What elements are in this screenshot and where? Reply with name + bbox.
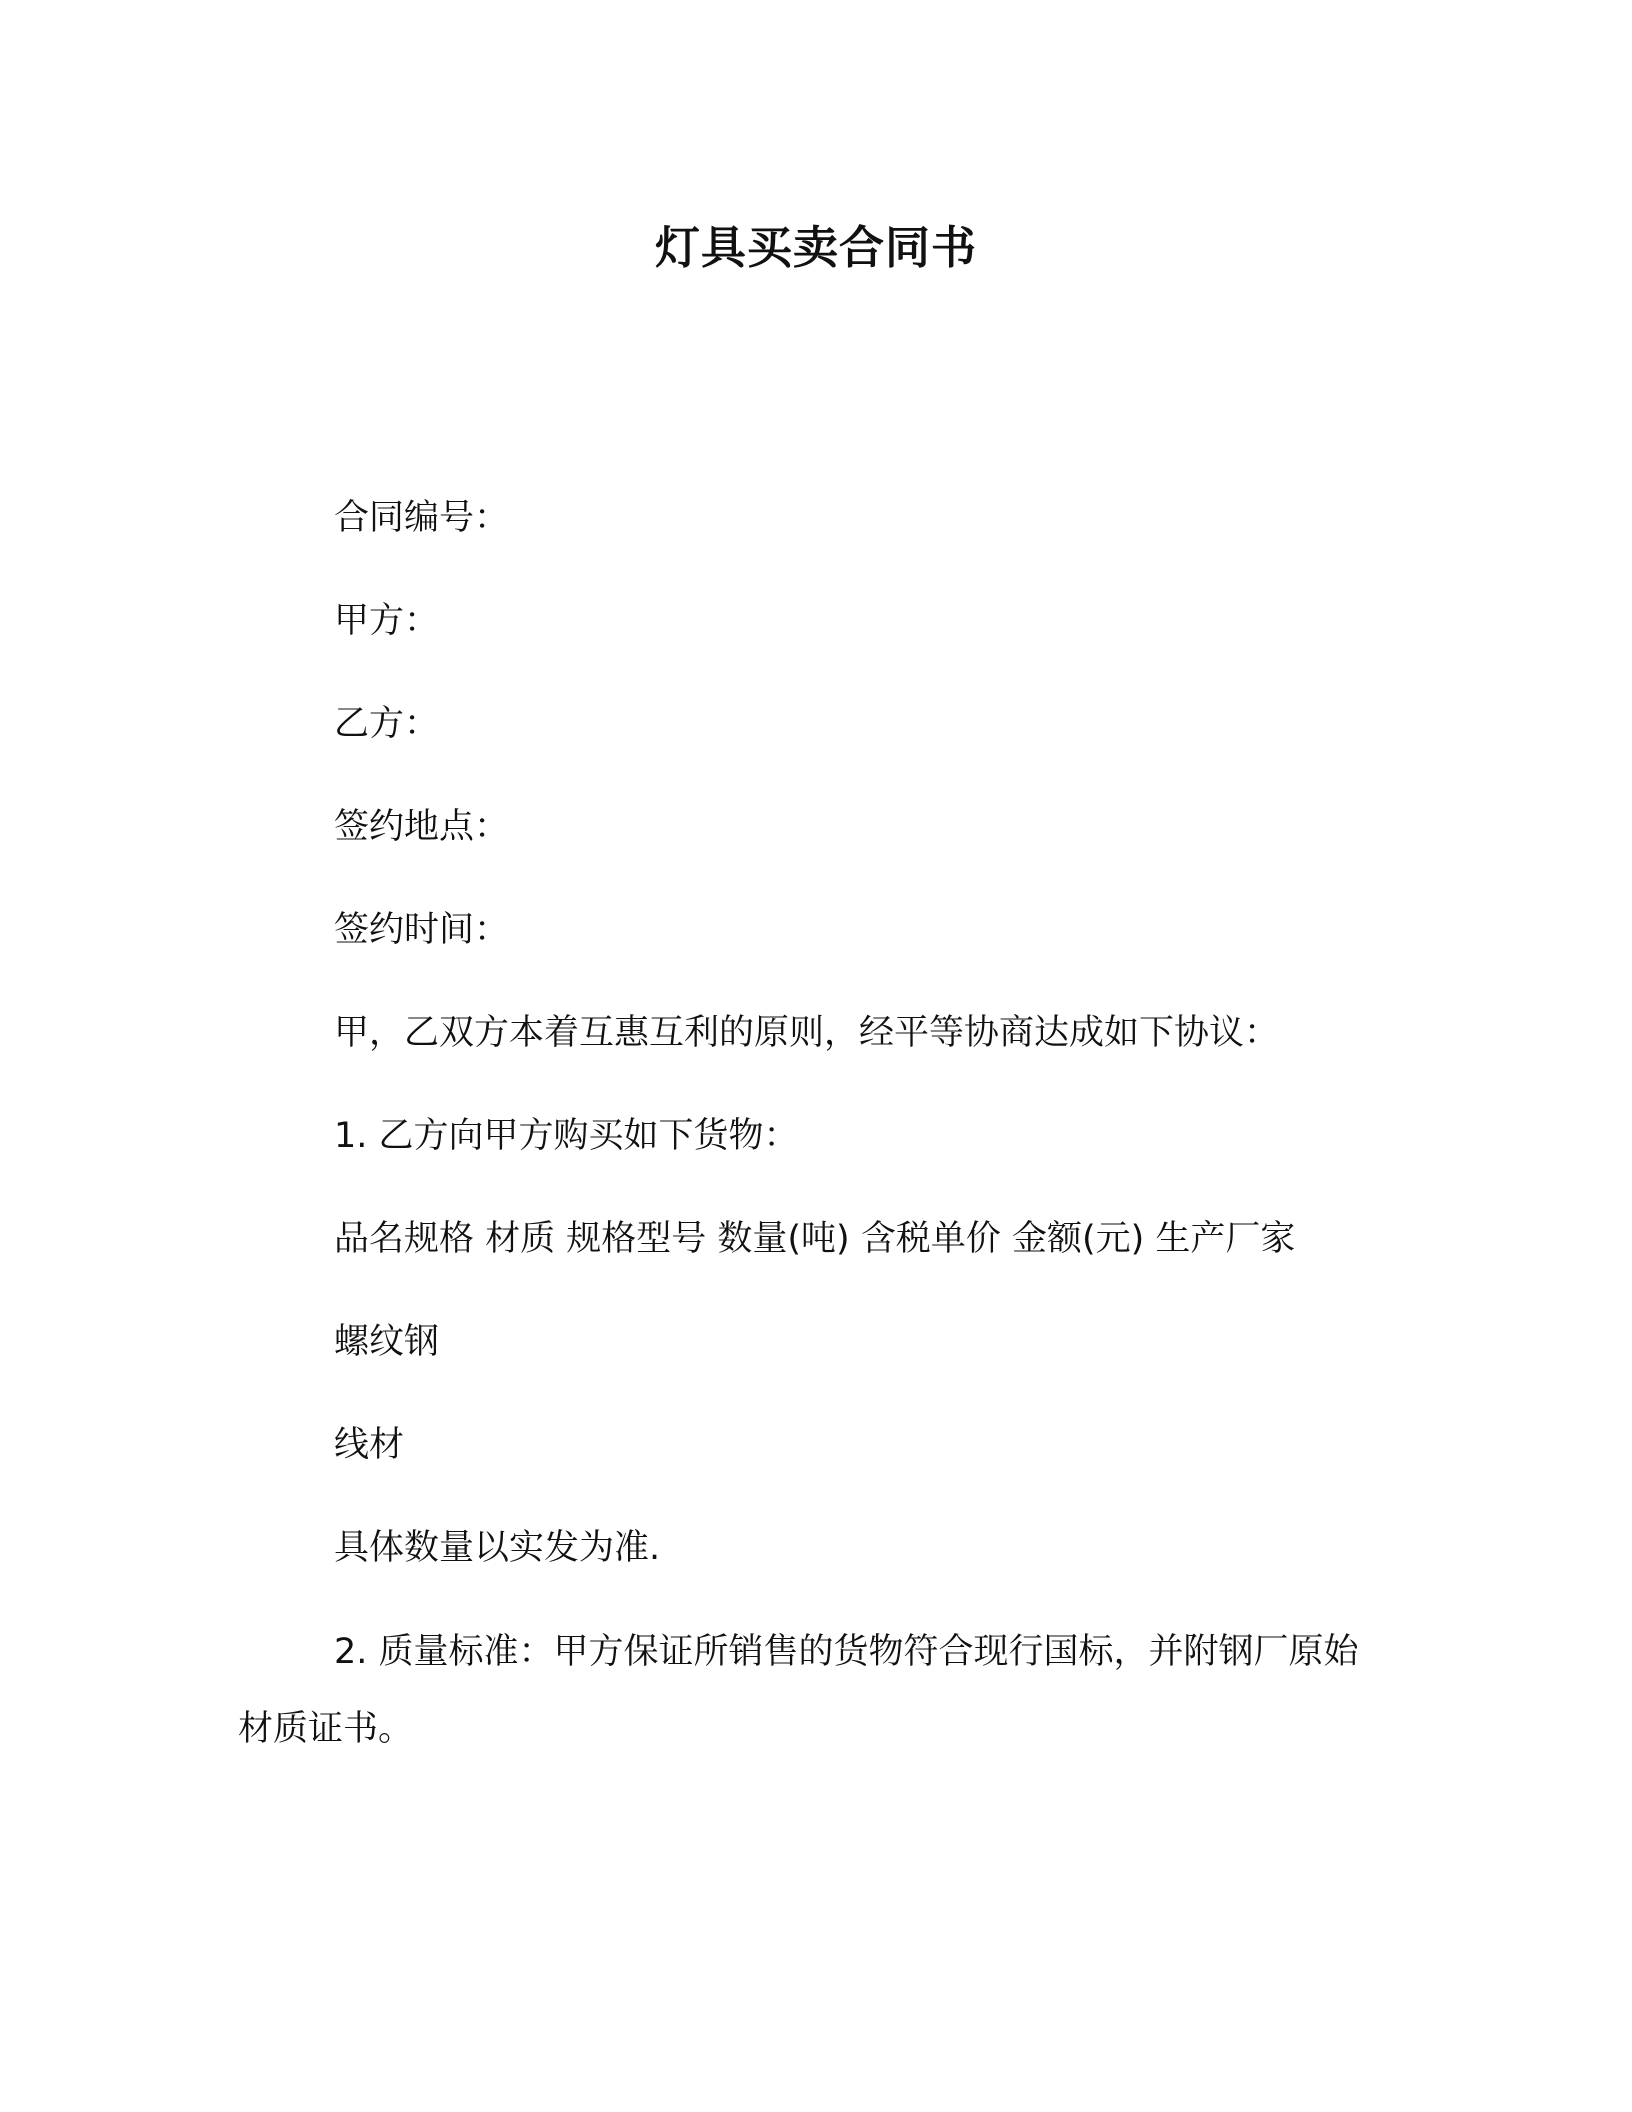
intro-paragraph: 甲，乙双方本着互惠互利的原则，经平等协商达成如下协议： [334,1013,1280,1053]
party-b-field: 乙方： [334,704,440,744]
party-a-field: 甲方： [334,601,440,641]
signing-time-field: 签约时间： [334,910,510,950]
goods-item: 螺纹钢 [334,1322,440,1362]
goods-table-header: 品名规格 材质 规格型号 数量(吨) 含税单价 金额(元) 生产厂家 [334,1219,1296,1259]
clause-2-text: 2. 质量标准：甲方保证所销售的货物符合现行国标，并附钢厂原始材质证书。 [238,1632,1359,1749]
contract-number-field: 合同编号： [334,498,510,538]
goods-item: 线材 [334,1425,405,1465]
document-title: 灯具买卖合同书 [654,221,977,274]
quantity-note: 具体数量以实发为准. [334,1528,661,1568]
clause-2-paragraph [238,1614,1380,1768]
clause-1-heading: 1. 乙方向甲方购买如下货物： [334,1116,799,1156]
signing-place-field: 签约地点： [334,807,510,847]
